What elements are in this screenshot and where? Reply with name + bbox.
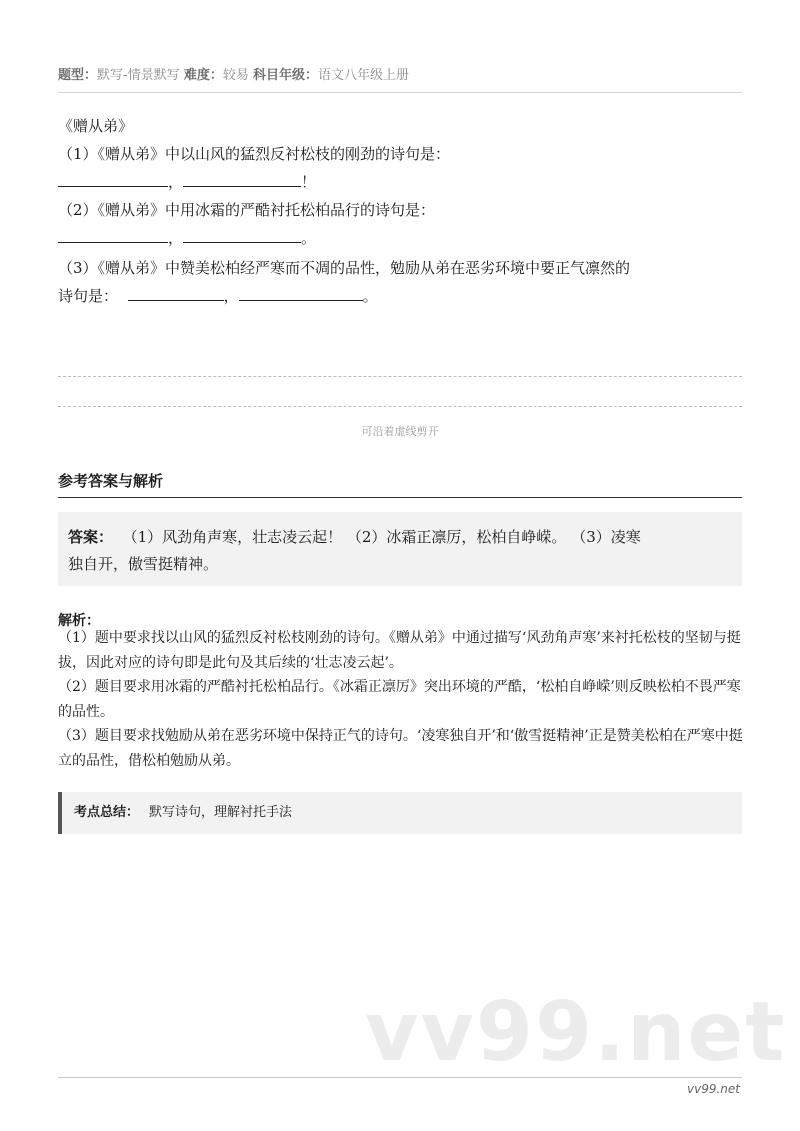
blank-separator: ， (223, 287, 239, 305)
subject-label: 科目年级： (253, 68, 319, 83)
footer-site: vv99.net (687, 1082, 740, 1096)
subject-value: 语文八年级上册 (318, 68, 410, 83)
type-label: 题型： (58, 68, 98, 83)
answer-blank[interactable] (128, 282, 224, 301)
question-title: 《赠从弟》 (58, 117, 134, 135)
answer-blank[interactable] (239, 282, 363, 301)
answer-label: 答案： (68, 528, 114, 546)
blank-end: 。 (362, 287, 378, 305)
blank-end: 。 (301, 229, 317, 247)
cut-line (58, 406, 742, 407)
blank-separator: ， (168, 173, 184, 191)
blank-end: ！ (301, 173, 317, 191)
meta-divider (58, 92, 742, 93)
question-3-blanks (58, 282, 748, 311)
analysis-paragraph: （2）题目要求用冰霜的严酷衬托松柏品行。《冰霜正凛厉》突出环境的严酷，‘松柏自峥嵘’则反映松柏不畏严寒的品性。 (58, 679, 741, 720)
difficulty-value: 较易 (222, 68, 249, 83)
answer-blank[interactable] (183, 168, 301, 187)
cut-label: 可沿着虚线剪开 (361, 425, 439, 438)
question-1-text: （1）《赠从弟》中以山风的猛烈反衬松枝的刚劲的诗句是： (58, 145, 451, 163)
question-2-blanks (58, 224, 748, 253)
blank-separator: ， (168, 229, 184, 247)
footer-divider (58, 1077, 742, 1078)
type-value: 默写-情景默写 (97, 68, 180, 83)
section-divider (58, 497, 742, 498)
summary-box (58, 792, 742, 834)
answer-text: （1）风劲角声寒，壮志凌云起！ （2）冰霜正凛厉，松柏自峥嵘。 （3）凌寒 (122, 528, 641, 546)
answer-blank[interactable] (58, 168, 168, 187)
question-2-text: （2）《赠从弟》中用冰霜的严酷衬托松柏品行的诗句是： (58, 201, 436, 219)
question-3-text: （3）《赠从弟》中赞美松柏经严寒而不凋的品性，勉励从弟在恶劣环境中要正气凛然的 (58, 259, 631, 277)
answer-box (58, 512, 742, 586)
question-1-blanks (58, 168, 748, 197)
cut-line (58, 376, 742, 377)
analysis-paragraph: （1）题中要求找以山风的猛烈反衬松枝刚劲的诗句。《赠从弟》中通过描写‘风劲角声寒’来衬托松枝的坚韧与挺拔，因此对应的诗句即是此句及其后续的‘壮志凌云起’。 (58, 630, 741, 671)
analysis-paragraph: （3）题目要求找勉励从弟在恶劣环境中保持正气的诗句。‘凌寒独自开’和‘傲雪挺精神’正是赞美松柏在严寒中挺立的品性，借松柏勉励从弟。 (58, 728, 743, 769)
watermark: vv99.net (365, 985, 787, 1080)
answer-line-2: 独自开，傲雪挺精神。 (68, 555, 219, 573)
question-3-text-cont: 诗句是： (58, 287, 119, 305)
meta-line (58, 64, 409, 83)
answer-blank[interactable] (58, 224, 168, 243)
difficulty-label: 难度： (183, 68, 223, 83)
analysis-label: 解析： (58, 613, 100, 629)
answer-blank[interactable] (183, 224, 301, 243)
answer-section-title: 参考答案与解析 (58, 472, 164, 490)
answer-line-1 (68, 524, 732, 551)
analysis-body (58, 626, 746, 773)
summary-text: 默写诗句，理解衬托手法 (149, 805, 293, 820)
summary-label: 考点总结： (74, 805, 140, 820)
